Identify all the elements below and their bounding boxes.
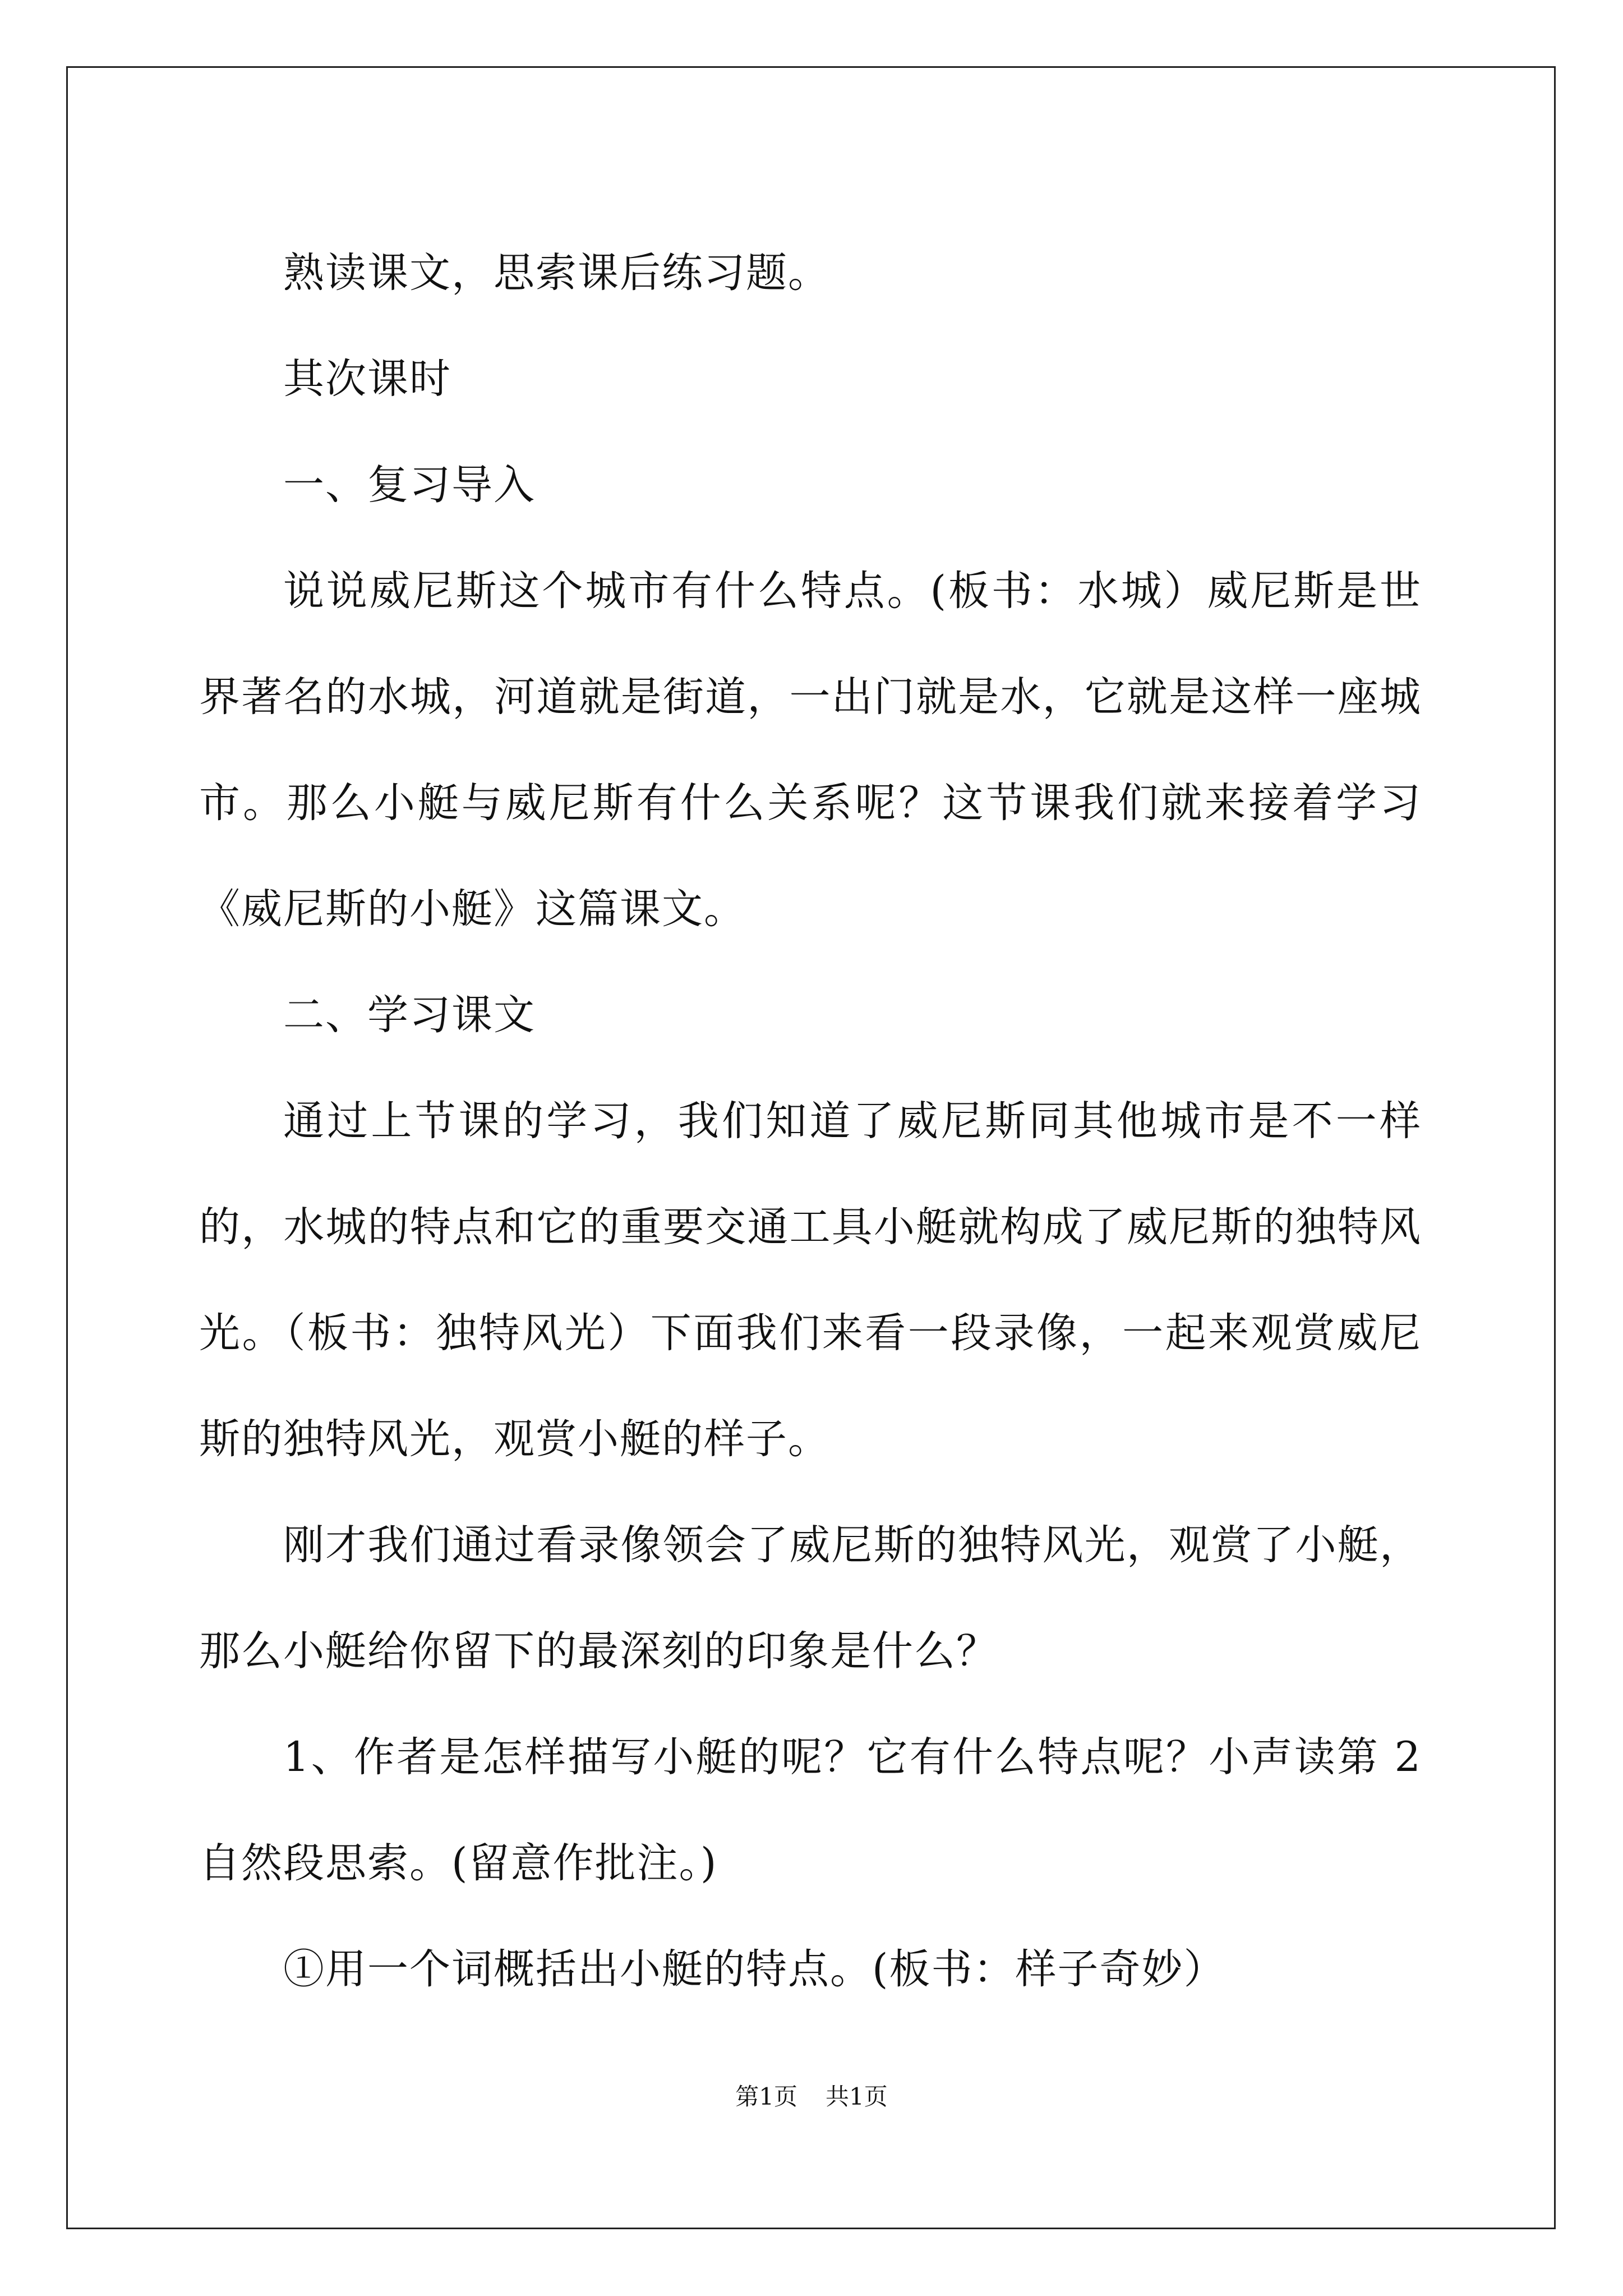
paragraph-water-city: 说说威尼斯这个城市有什么特点。(板书：水城）威尼斯是世界著名的水城，河道就是街道，一出门就是水，它就是这样一座城市。那么小艇与威尼斯有什么关系呢？这节课我们就来接着学习《威尼斯的小艇》这篇课文。 (199, 567, 1422, 933)
paragraph-section-one-heading: 一、复习导入 (283, 461, 536, 509)
page-footer (0, 2078, 1623, 2112)
paragraph-second-lesson-heading: 其次课时 (283, 355, 451, 403)
paragraph-boat-feature: ①用一个词概括出小艇的特点。(板书：样子奇妙） (283, 1945, 1226, 1993)
paragraph-impression-question: 刚才我们通过看录像领会了威尼斯的独特风光，观赏了小艇，那么小艇给你留下的最深刻的印象是什么？ (199, 1521, 1422, 1675)
document-body (199, 220, 1422, 2022)
paragraph-review-instruction: 熟读课文，思索课后练习题。 (283, 249, 830, 297)
paragraph-section-two-heading: 二、学习课文 (283, 991, 536, 1039)
paragraph-unique-scenery: 通过上节课的学习，我们知道了威尼斯同其他城市是不一样的，水城的特点和它的重要交通工具小艇就构成了威尼斯的独特风光。（板书：独特风光）下面我们来看一段录像，一起来观赏威尼斯的独特风光，观赏小艇的样子。 (199, 1097, 1422, 1463)
page-total: 共1页 (826, 2083, 888, 2110)
paragraph-question-one: 1、作者是怎样描写小艇的呢？它有什么特点呢？小声读第 2 自然段思索。(留意作批注。) (199, 1733, 1422, 1887)
page-number: 第1页 (735, 2083, 797, 2110)
